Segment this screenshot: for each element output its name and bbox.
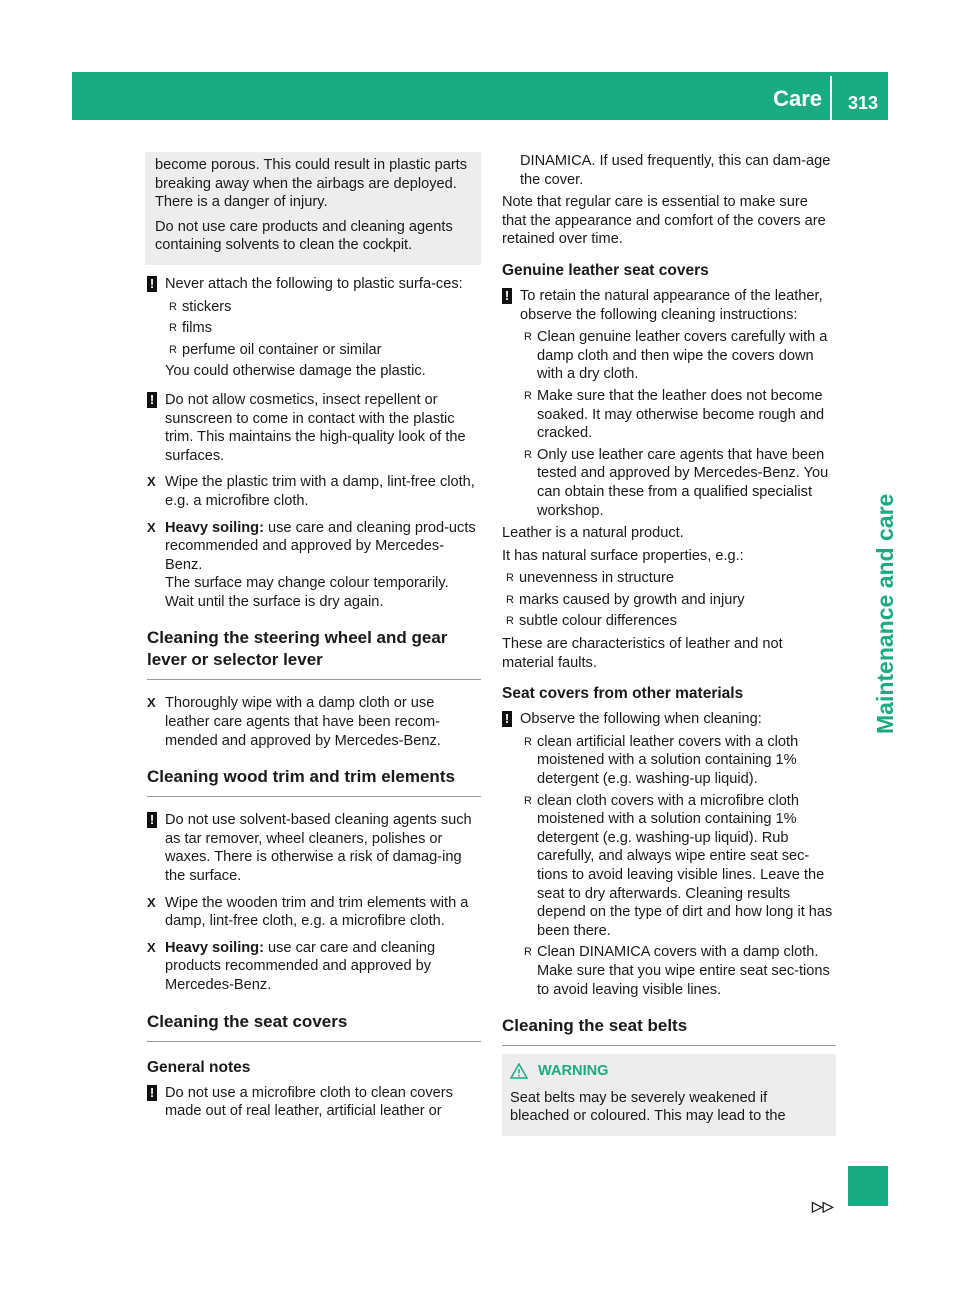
note-text: Do not use solvent-based cleaning agents such as tar remover, wheel cleaners, polishes or waxes. There is otherwise a risk of damag-ing the surface. <box>165 812 472 885</box>
section-heading: Cleaning the seat belts <box>502 1015 836 1046</box>
note-exclamation-icon: ! <box>147 1085 157 1101</box>
header-bar <box>72 72 888 120</box>
page-number: 313 <box>847 93 878 113</box>
bullet-icon: R <box>169 343 177 356</box>
side-tab-marker <box>848 1166 888 1206</box>
paragraph: It has natural surface properties, e.g.: <box>502 547 744 564</box>
header-divider <box>830 76 832 120</box>
right-column <box>502 152 836 1136</box>
section-title: Care <box>773 86 822 111</box>
danger-box-continuation <box>145 152 481 265</box>
list-item: R Make sure that the leather does not become soaked. It may otherwise become rough and cracked. <box>524 387 825 442</box>
bullet-icon: R <box>524 735 532 748</box>
bullet-list <box>520 328 836 520</box>
section-heading: Cleaning the steering wheel and gear lever or selector lever <box>147 627 481 680</box>
list-item: R clean cloth covers with a microfibre cloth moistened with a solution containing 1% detergent (e.g. washing-up liquid). Rub carefully, and always wipe entire seat sec-tions to avoid leaving visible lines. Leave the seat to dry afterwards. Cleaning results depend on the type of dirt and how long it has been there. <box>524 792 833 939</box>
paragraph: DINAMICA. If used frequently, this can dam-age the cover. <box>520 153 831 188</box>
note-text: To retain the natural appearance of the leather, observe the following cleaning instructions: <box>520 287 823 323</box>
instruction-step <box>147 519 481 612</box>
continue-next-page-icon: ▷▷ <box>812 1198 834 1214</box>
note-item <box>147 275 481 381</box>
warning-triangle-icon <box>510 1063 528 1079</box>
list-item: R films <box>169 320 212 337</box>
note-text: Never attach the following to plastic surfa-ces: <box>165 275 463 292</box>
instruction-step <box>147 894 481 931</box>
subsection-heading: Genuine leather seat covers <box>502 261 709 279</box>
step-text: Wait until the surface is dry again. <box>165 593 384 610</box>
step-text: Heavy soiling: use car care and cleaning products recommended and approved by Mercedes-Benz. <box>165 939 436 993</box>
bullet-icon: R <box>524 448 532 461</box>
note-exclamation-icon: ! <box>502 711 512 727</box>
subsection-heading: Seat covers from other materials <box>502 685 744 703</box>
note-exclamation-icon: ! <box>147 812 157 828</box>
bullet-icon: R <box>506 593 514 606</box>
instruction-step <box>147 939 481 995</box>
box-text: Do not use care products and cleaning agents containing solvents to clean the cockpit. <box>155 218 453 254</box>
note-exclamation-icon: ! <box>502 288 512 304</box>
bullet-list <box>502 569 836 631</box>
step-arrow-icon: X <box>147 695 156 711</box>
left-column <box>147 152 481 1121</box>
step-text: Heavy soiling: use care and cleaning prod-ucts recommended and approved by Mercedes-Benz. <box>165 519 476 573</box>
step-text: The surface may change colour temporarily. <box>165 575 449 592</box>
list-item: R Only use leather care agents that have been tested and approved by Mercedes-Benz. You can obtain these from a qualified specialist workshop. <box>524 446 829 519</box>
bullet-icon: R <box>524 946 532 959</box>
subsection-heading: General notes <box>147 1058 251 1076</box>
list-item: R unevenness in structure <box>506 570 674 587</box>
note-item <box>502 287 836 520</box>
list-item: R Clean DINAMICA covers with a damp cloth. Make sure that you wipe entire seat sec-tions to avoid leaving visible lines. <box>524 944 830 998</box>
list-item: R clean artificial leather covers with a cloth moistened with a solution containing 1% detergent (e.g. washing-up liquid). <box>524 733 799 788</box>
section-heading: Cleaning wood trim and trim elements <box>147 766 481 797</box>
step-arrow-icon: X <box>147 519 156 535</box>
bullet-icon: R <box>169 300 177 313</box>
bullet-icon: R <box>524 389 532 402</box>
bullet-icon: R <box>169 322 177 335</box>
paragraph: Note that regular care is essential to make sure that the appearance and comfort of the covers are retained over time. <box>502 194 826 248</box>
warning-header <box>510 1062 828 1081</box>
instruction-step <box>147 473 481 510</box>
note-text: Observe the following when cleaning: <box>520 711 762 728</box>
bullet-list <box>165 298 481 360</box>
note-item <box>147 391 481 465</box>
step-arrow-icon: X <box>147 894 156 910</box>
note-text: Do not use a microfibre cloth to clean covers made out of real leather, artificial leather or <box>165 1084 453 1120</box>
step-text: Wipe the wooden trim and trim elements with a damp, lint-free cloth, e.g. a microfibre cloth. <box>165 894 469 930</box>
warning-text: Seat belts may be severely weakened if bleached or coloured. This may lead to the <box>510 1089 786 1125</box>
list-item: R perfume oil container or similar <box>169 341 382 358</box>
step-arrow-icon: X <box>147 474 156 490</box>
bullet-icon: R <box>506 572 514 585</box>
step-arrow-icon: X <box>147 939 156 955</box>
instruction-step <box>147 694 481 750</box>
list-item: R marks caused by growth and injury <box>506 591 745 608</box>
warning-label: WARNING <box>538 1063 609 1080</box>
section-heading: Cleaning the seat covers <box>147 1011 481 1042</box>
bullet-icon: R <box>524 331 532 344</box>
list-item: R stickers <box>169 298 232 315</box>
list-item: R subtle colour differences <box>506 613 677 630</box>
side-chapter-tab: Maintenance and care <box>872 493 898 734</box>
bullet-icon: R <box>524 794 532 807</box>
note-exclamation-icon: ! <box>147 276 157 292</box>
note-text: You could otherwise damage the plastic. <box>165 363 426 380</box>
paragraph: Leather is a natural product. <box>502 525 684 542</box>
note-item <box>147 811 481 885</box>
bullet-icon: R <box>506 615 514 628</box>
warning-box <box>502 1054 836 1136</box>
note-item <box>147 1084 481 1121</box>
paragraph: These are characteristics of leather and not material faults. <box>502 636 783 671</box>
bullet-list <box>520 733 836 999</box>
step-text: Wipe the plastic trim with a damp, lint-free cloth, e.g. a microfibre cloth. <box>165 474 475 509</box>
step-text: Thoroughly wipe with a damp cloth or use leather care agents that have been recom-mended and approved by Mercedes-Benz. <box>165 695 441 749</box>
box-text: become porous. This could result in plastic parts breaking away when the airbags are deployed. There is a danger of injury. <box>155 157 468 211</box>
note-text: Do not allow cosmetics, insect repellent or sunscreen to come in contact with the plastic trim. This maintains the high-quality look of the surfaces. <box>165 391 466 464</box>
list-item: R Clean genuine leather covers carefully with a damp cloth and then wipe the covers down with a dry cloth. <box>524 329 828 383</box>
note-item <box>502 710 836 999</box>
note-exclamation-icon: ! <box>147 392 157 408</box>
